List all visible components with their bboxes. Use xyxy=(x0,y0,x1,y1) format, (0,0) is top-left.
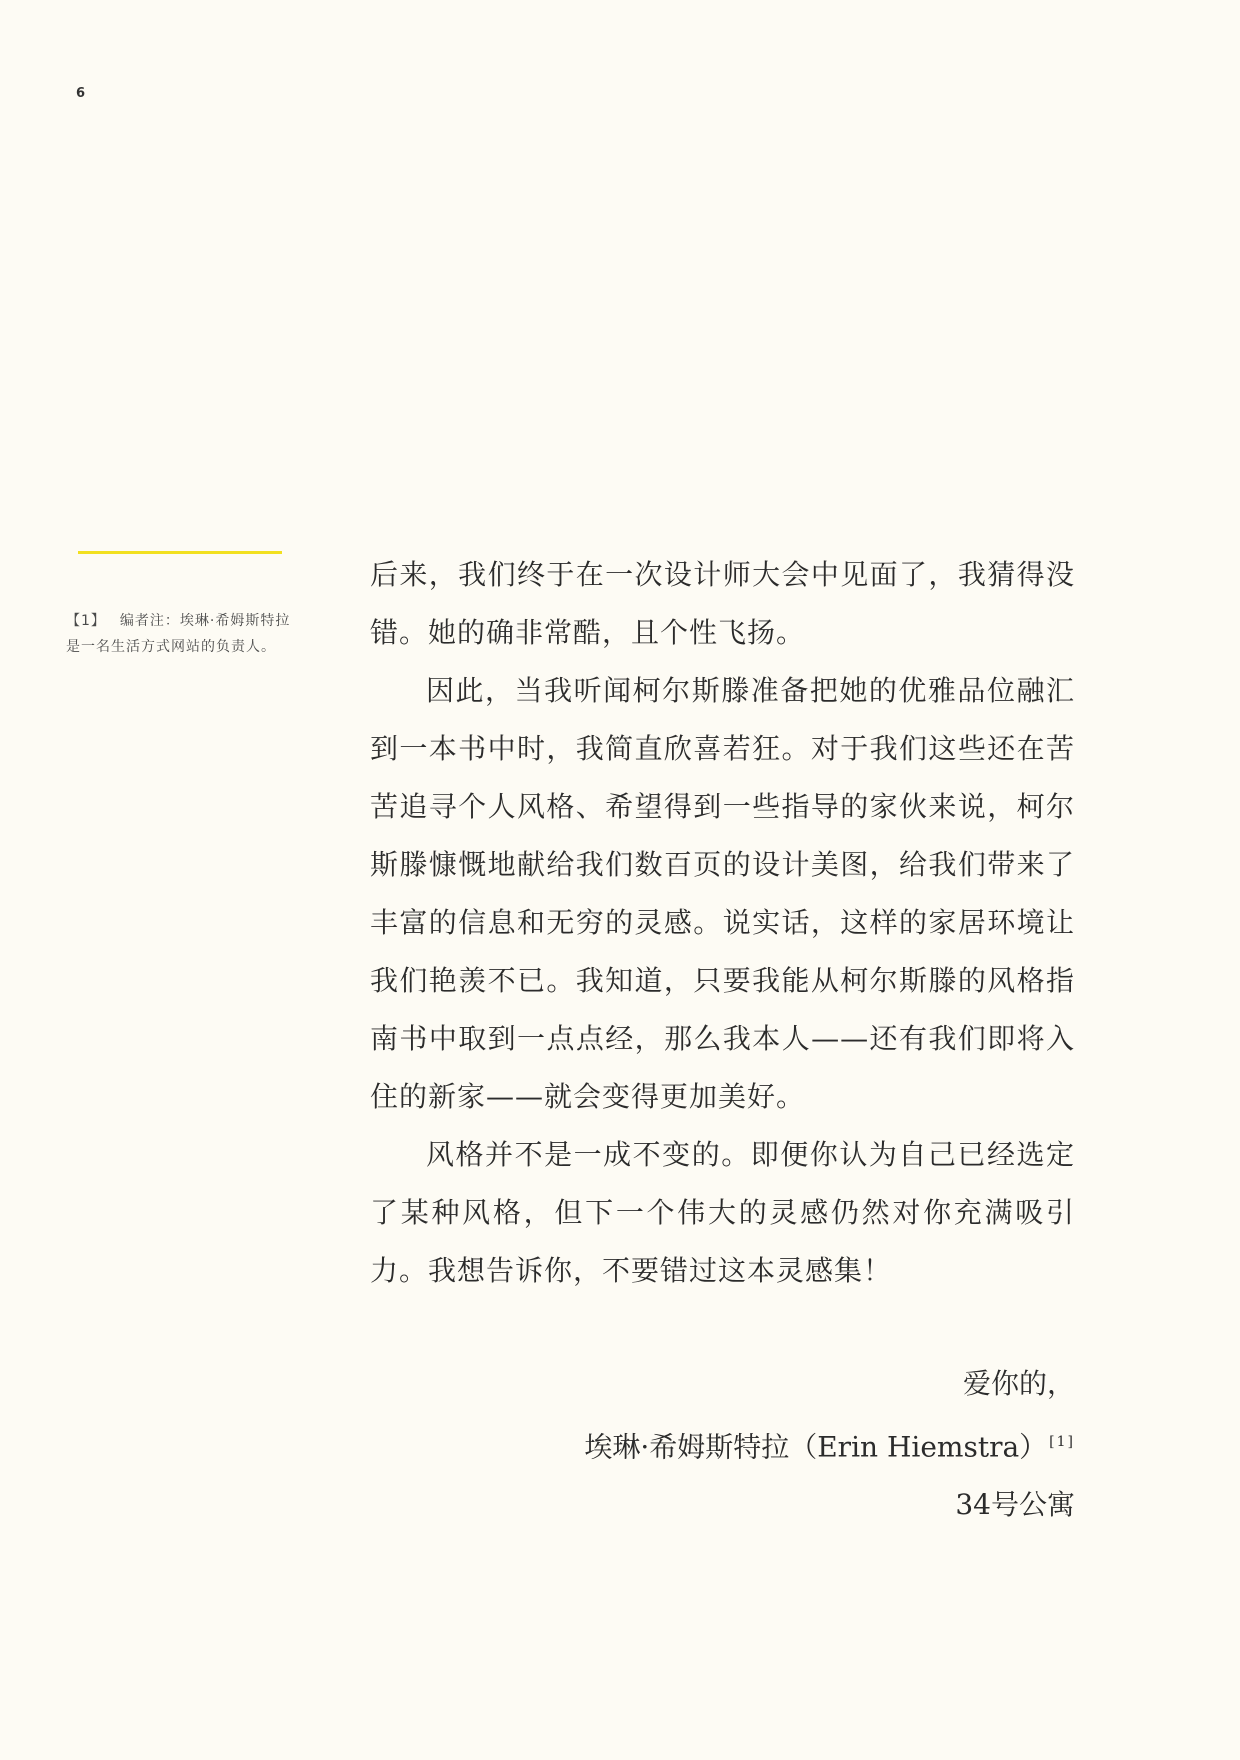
paragraph: 后来，我们终于在一次设计师大会中见面了，我猜得没错。她的确非常酷，且个性飞扬。 xyxy=(370,558,1075,649)
footnote-reference: [1] xyxy=(1049,1434,1075,1450)
signature-name: 埃琳·希姆斯特拉（Erin Hiemstra） xyxy=(584,1430,1048,1464)
footnote-divider xyxy=(78,551,282,554)
footnote-text: 编者注：埃琳·希姆斯特拉是一名生活方式网站的负责人。 xyxy=(66,613,291,655)
paragraph: 风格并不是一成不变的。即便你认为自己已经选定了某种风格，但下一个伟大的灵感仍然对你充满吸引力。我想告诉你，不要错过这本灵感集！ xyxy=(370,1138,1075,1287)
footnote-marker: 【1】 xyxy=(66,613,106,629)
signature-closing: 爱你的， xyxy=(962,1367,1075,1400)
page-number: 6 xyxy=(76,86,86,101)
signature-block xyxy=(560,1355,1075,1534)
letter-body xyxy=(370,546,1075,1300)
footnote xyxy=(66,608,292,660)
signature-name-line xyxy=(560,1413,1075,1476)
signature-place: 34号公寓 xyxy=(955,1488,1075,1522)
paragraph: 因此，当我听闻柯尔斯滕准备把她的优雅品位融汇到一本书中时，我简直欣喜若狂。对于我们这些还在苦苦追寻个人风格、希望得到一些指导的家伙来说，柯尔斯滕慷慨地献给我们数百页的设计美图，给我们带来了丰富的信息和无穷的灵感。说实话，这样的家居环境让我们艳羡不已。我知道，只要我能从柯尔斯滕的风格指南书中取到一点点经，那么我本人——还有我们即将入住的新家——就会变得更加美好。 xyxy=(370,674,1075,1113)
